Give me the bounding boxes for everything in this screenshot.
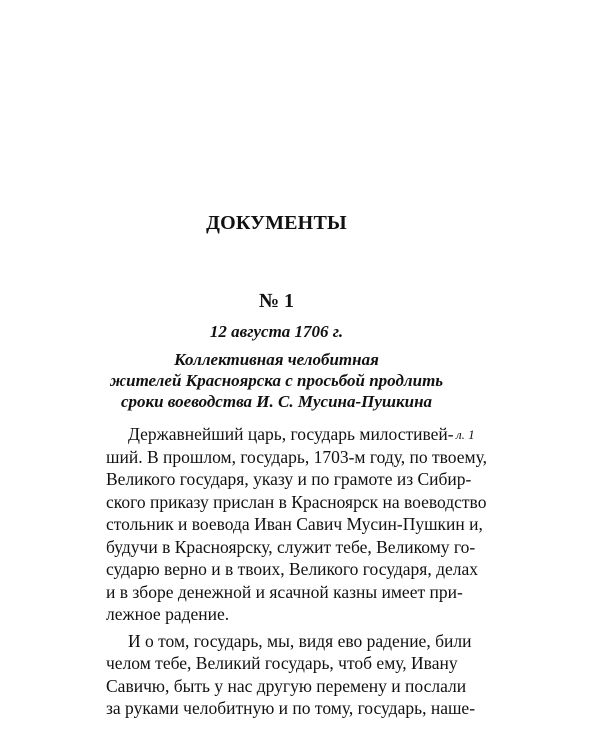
document-number: № 1 <box>258 290 295 312</box>
text-line: Державнейший царь, государь милостивей- <box>128 424 454 444</box>
text-line: лежное радение. <box>106 604 230 624</box>
document-heading-line: жителей Красноярска с просьбой продлить <box>109 371 444 390</box>
text-line: и в зборе денежной и ясачной казны имеет при- <box>106 581 463 602</box>
text-line: челом тебе, Великий государь, чтоб ему, Ивану <box>106 653 458 673</box>
text-line: ший. В прошлом, государь, 1703-м году, по твоему, <box>106 446 487 467</box>
text-line: Великого государя, указу и по грамоте из Сибир- <box>106 469 472 489</box>
document-heading-line: Коллективная челобитная <box>174 350 379 369</box>
document-heading <box>0 349 553 412</box>
text-line: Савичю, быть у нас другую перемену и послали <box>106 675 467 696</box>
text-line: за руками челобитную и по тому, государь, наше- <box>106 698 476 718</box>
text-line: И о том, государь, мы, видя ево радение, били <box>128 630 472 651</box>
text-line: сударю верно и в твоих, Великого государя, делах <box>106 559 479 579</box>
document-date: 12 августа 1706 г. <box>209 322 344 341</box>
text-line: стольник и воевода Иван Савич Мусин-Пушкин и, <box>106 514 483 534</box>
text-line: ского приказу прислан в Красноярск на воеводство <box>106 491 487 512</box>
text-line: будучи в Красноярску, служит тебе, Великому го- <box>106 536 476 557</box>
document-heading-line: сроки воеводства И. С. Мусина-Пушкина <box>120 392 433 411</box>
margin-folio-note: л. 1 <box>456 427 475 442</box>
section-title: ДОКУМЕНТЫ <box>206 212 347 234</box>
paragraph-2 <box>106 630 476 720</box>
